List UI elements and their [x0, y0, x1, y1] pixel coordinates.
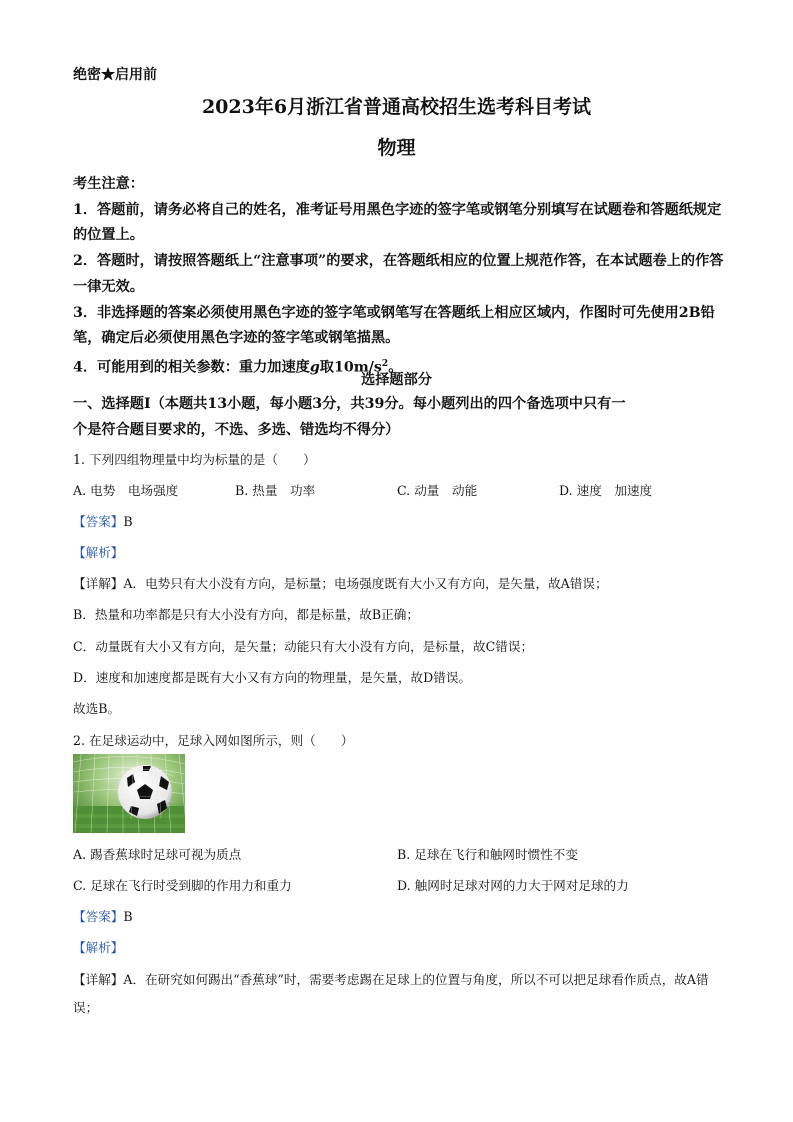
- football-net-image: [73, 754, 185, 833]
- q2-analysis-tag: 【解析】: [73, 940, 124, 955]
- answer-tag: 【答案】: [73, 514, 124, 529]
- section-1-line-1: 一、选择题Ⅰ（本题共13小题，每小题3分，共39分。每小题列出的四个备选项中只有一: [73, 396, 626, 412]
- q1-detail-4: D．速度和加速度都是既有大小又有方向的物理量，是矢量，故D错误。: [73, 670, 472, 685]
- subject-title: 物理: [377, 137, 416, 159]
- candidate-notice: [73, 172, 725, 381]
- football-illustration: [73, 754, 185, 833]
- notice-heading: 考生注意：: [73, 176, 144, 192]
- q2-option-b: B. 足球在飞行和触网时惯性不变: [397, 847, 578, 862]
- q2-option-d: D. 触网时足球对网的力大于网对足球的力: [397, 878, 629, 893]
- q1-option-c: C. 动量 动能: [397, 483, 478, 498]
- q1-option-d: D. 速度 加速度: [559, 483, 653, 498]
- answer-tag: 【答案】: [73, 909, 124, 924]
- q2-detail-1: 【详解】A．在研究如何踢出“香蕉球”时，需要考虑踢在足球上的位置与角度，所以不可以把足球看作质点，故A错误；: [73, 972, 709, 1015]
- section-1-line-2: 个是符合题目要求的，不选、多选、错选均不得分）: [73, 421, 400, 438]
- q1-answer: [73, 511, 133, 530]
- q2-option-a: A. 踢香蕉球时足球可视为质点: [73, 847, 242, 862]
- q1-option-a: A. 电势 电场强度: [73, 483, 179, 498]
- exponent: 2: [381, 358, 389, 369]
- section-1-heading: [73, 392, 725, 443]
- q1-option-b: B. 热量 功率: [235, 483, 316, 498]
- q1-stem: 1. 下列四组物理量中均为标量的是（ ）: [73, 452, 316, 467]
- q1-detail-2: B．热量和功率都是只有大小没有方向，都是标量，故B正确；: [73, 607, 419, 622]
- q1-conclusion: 故选B。: [73, 701, 121, 716]
- q1-detail-1: 【详解】A．电势只有大小没有方向，是标量；电场强度既有大小又有方向，是矢量，故A错误；: [73, 576, 608, 591]
- notice-item-4-end: 。: [388, 359, 403, 376]
- answer-value: B: [123, 514, 133, 529]
- notice-item-4-text: 4．可能用到的相关参数：重力加速度: [73, 359, 310, 376]
- gravity-symbol: g: [309, 359, 320, 376]
- q1-detail-3: C．动量既有大小又有方向，是矢量；动能只有大小没有方向，是标量，故C错误；: [73, 639, 534, 654]
- notice-item-1: 1．答题前，请务必将自己的姓名，准考证号用黑色字迹的签字笔或钢笔分别填写在试题卷和答题纸规定的位置上。: [73, 201, 722, 244]
- confidential-label: 绝密★启用前: [73, 67, 157, 83]
- q1-analysis-tag: 【解析】: [73, 545, 124, 560]
- q2-answer: [73, 906, 133, 925]
- notice-item-2: 2．答题时，请按照答题纸上“注意事项”的要求，在答题纸相应的位置上规范作答，在本试题卷上的作答一律无效。: [73, 253, 724, 295]
- part-title: 选择题部分: [361, 372, 432, 388]
- q2-stem: 2. 在足球运动中，足球入网如图所示，则（ ）: [73, 733, 354, 748]
- answer-value: B: [123, 909, 133, 924]
- notice-item-3: 3．非选择题的答案必须使用黑色字迹的签字笔或钢笔写在答题纸上相应区域内，作图时可先使用2B铅笔，确定后必须使用黑色字迹的签字笔或钢笔描黑。: [73, 304, 715, 347]
- notice-item-4-value: 取10m/s: [319, 359, 382, 376]
- exam-title: 2023年6月浙江省普通高校招生选考科目考试: [201, 96, 592, 118]
- q2-option-c: C. 足球在飞行时受到脚的作用力和重力: [73, 878, 292, 893]
